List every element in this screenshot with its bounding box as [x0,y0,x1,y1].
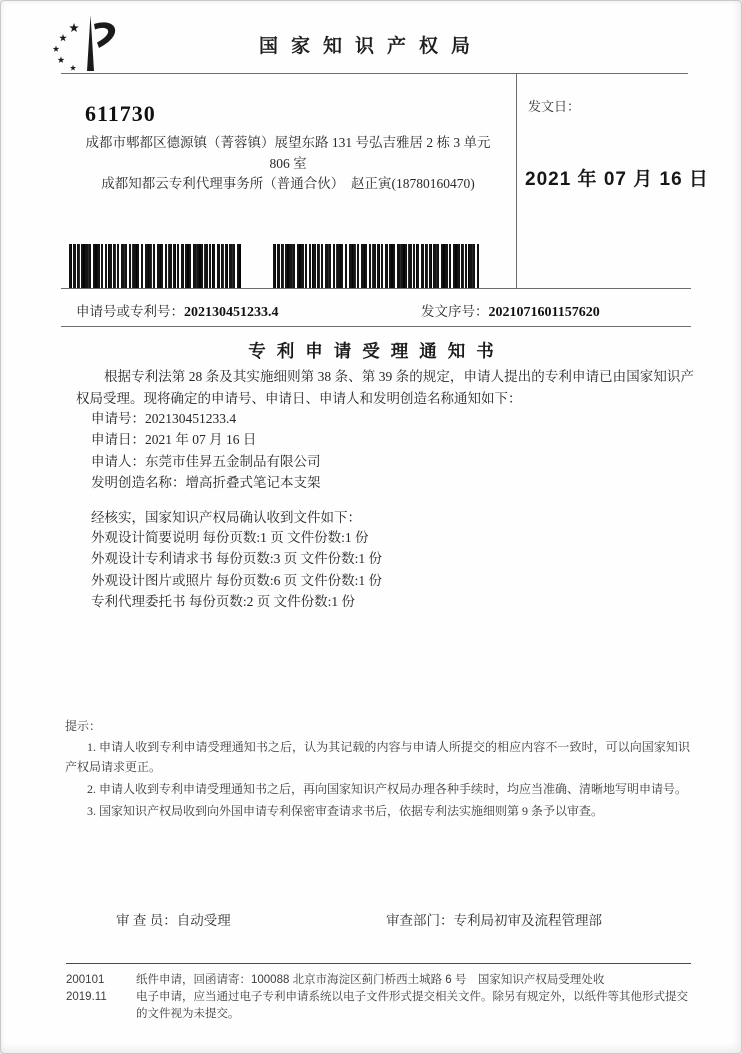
serial-no-label: 发文序号： [421,304,489,319]
received-document-item: 专利代理委托书 每份页数:2 页 文件份数:1 份 [91,593,356,609]
tips-list [65,737,690,823]
footer-divider [66,963,691,964]
issue-date-label: 发文日： [528,99,581,114]
department-value: 专利局初审及流程管理部 [453,913,602,928]
examiner-value: 自动受理 [176,913,231,928]
application-no-value: 202130451233.4 [184,305,279,320]
footer-notes [136,972,696,1023]
recipient-address-line2: 806 室 [269,156,307,171]
received-document-item: 外观设计专利请求书 每份页数:3 页 文件份数:1 份 [91,551,383,567]
serial-no-group [421,300,600,321]
recipient-address [63,132,513,174]
documents-confirm-line: 经核实，国家知识产权局确认收到文件如下： [91,510,361,525]
tips-label: 提示： [65,719,102,733]
department-label: 审查部门： [386,913,454,928]
footer [66,972,696,1023]
serial-no-value: 2021071601157620 [488,305,600,320]
examiner-label: 审 查 员： [116,913,177,928]
application-no-label: 申请号或专利号： [76,304,184,319]
barcode-section-divider [61,288,691,289]
field-application-no: 申请号：202130451233.4 [91,411,237,426]
footer-form-codes [66,972,136,1023]
recipient-address-line1: 成都市郫都区德源镇（菁蓉镇）展望东路 131 号弘吉雅居 2 栋 3 单元 [85,135,491,150]
numbers-section-divider [61,326,691,327]
tip-item-2: 2. 申请人收到专利申请受理通知书之后，再向国家知识产权局办理各种手续时，均应当准确、清晰地写明申请号。 [87,782,688,796]
notice-title: 专利申请受理通知书 [248,341,505,361]
recipient-zipcode: 611730 [85,101,156,126]
agency-header-title: 国家知识产权局 [258,36,483,57]
notice-intro-paragraph: 根据专利法第 28 条及其实施细则第 38 条、第 39 条的规定，申请人提出的专利申请已由国家知识产权局受理。现将确定的申请号、申请日、申请人和发明创造名称通知如下： [76,369,694,406]
received-document-item: 外观设计图片或照片 每份页数:6 页 文件份数:1 份 [91,572,383,588]
footer-note-paper: 纸件申请，回函请寄：100088 北京市海淀区蓟门桥西土城路 6 号 国家知识产权局受理处收 [136,974,605,986]
footer-form-code: 200101 [66,974,105,986]
application-fields [91,408,691,493]
application-number-barcode [69,244,241,289]
department-group [386,909,602,929]
numbers-row [76,300,691,321]
field-application-date: 申请日：2021 年 07 月 16 日 [91,432,257,448]
examiner-group [116,909,231,929]
received-document-item: 外观设计简要说明 每份页数:1 页 文件份数:1 份 [91,530,369,545]
serial-number-barcode [273,244,479,289]
field-applicant: 申请人：东莞市佳昇五金制品有限公司 [91,453,321,469]
recipient-agent-line: 成都知都云专利代理事务所（普通合伙） 赵正寅(18780160470) [101,176,475,191]
header-divider [61,73,688,74]
issue-date-box-divider [516,73,517,288]
received-documents-list [91,527,691,612]
issue-date-value: 2021 年 07 月 16 日 [525,169,709,190]
tip-item-1: 1. 申请人收到专利申请受理通知书之后，认为其记载的内容与申请人所提交的相应内容不一致时，可以向国家知识产权局请求更正。 [65,740,690,774]
field-invention-title: 发明创造名称：增高折叠式笔记本支架 [91,474,321,490]
footer-note-electronic: 电子申请，应当通过电子专利申请系统以电子文件形式提交相关文件。除另有规定外，以纸件等其他形式提交的文件视为未提交。 [136,991,688,1020]
tip-item-3: 3. 国家知识产权局收到向外国申请专利保密审查请求书后，依据专利法实施细则第 9 条予以审查。 [87,804,604,818]
footer-form-date: 2019.11 [66,991,107,1003]
